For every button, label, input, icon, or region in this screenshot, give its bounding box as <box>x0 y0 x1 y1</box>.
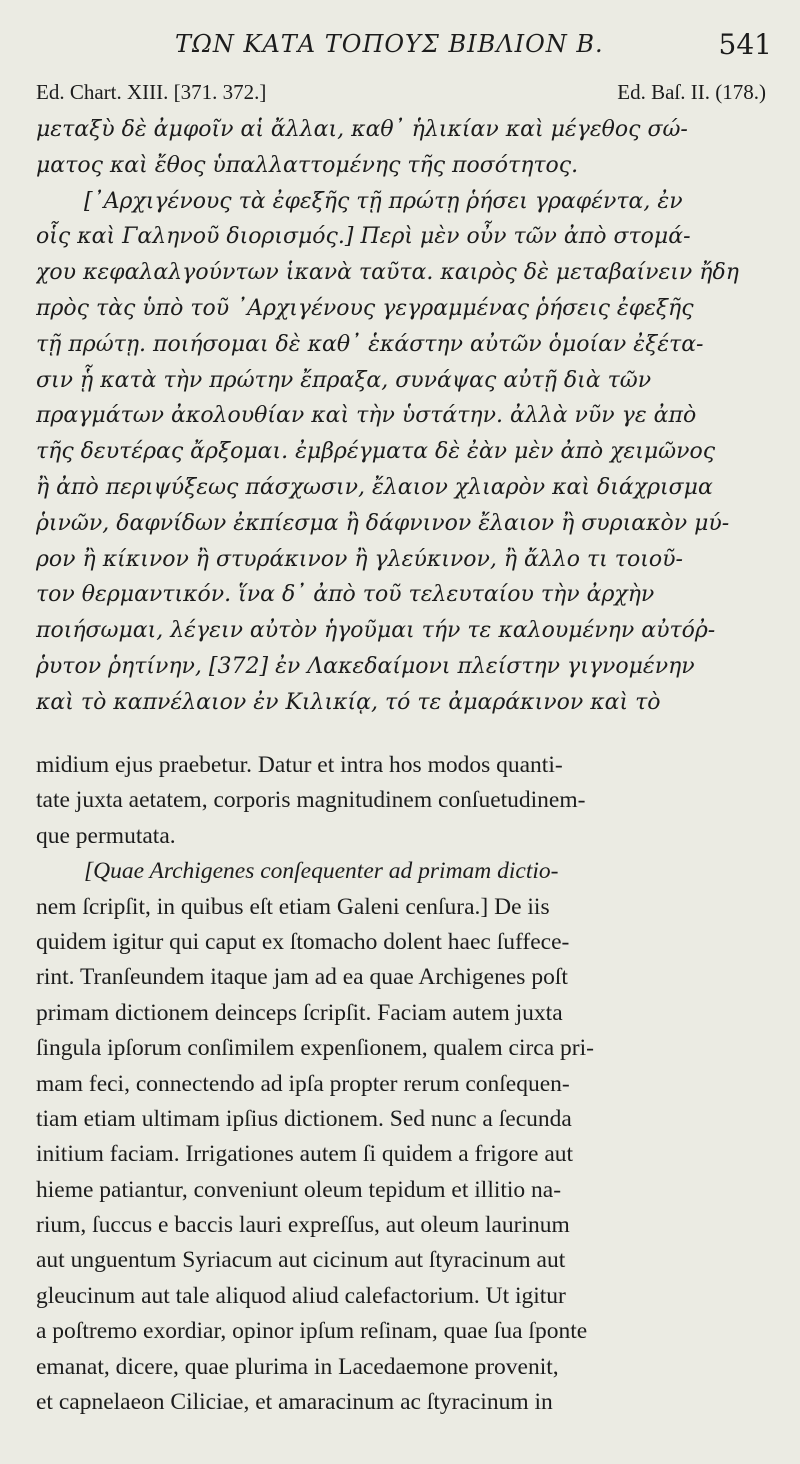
greek-line: τῆς δευτέρας ἄρξομαι. ἐμβρέγματα δὲ ἐὰν μὲν ἀπὸ χειμῶνος <box>36 439 716 465</box>
edition-chart-reference: Ed. Chart. XIII. [371. 372.] <box>36 80 267 104</box>
latin-line: et capnelaeon Ciliciae, et amaracinum ac ſtyracinum in <box>36 1389 553 1416</box>
greek-line: πρὸς τὰς ὑπὸ τοῦ ᾿Αρχιγένους γεγραμμένας ῥήσεις ἐφεξῆς <box>36 295 694 321</box>
greek-line: καὶ τὸ καπνέλαιον ἐν Κιλικίᾳ, τό τε ἀμαράκινον καὶ τὸ <box>36 689 661 715</box>
greek-line: ρον ἢ κίκινον ἢ στυράκινον ἢ γλεύκινον, ἢ ἄλλο τι τοιοῦ- <box>36 546 683 572</box>
latin-line: [Quae Archigenes conſequenter ad primam dictio- <box>84 858 559 885</box>
latin-text <box>36 748 766 1420</box>
latin-line: tate juxta aetatem, corporis magnitudinem conſuetudinem- <box>36 787 586 814</box>
greek-line: χου κεφαλαλγούντων ἱκανὰ ταῦτα. καιρὸς δὲ μεταβαίνειν ἤδη <box>36 260 739 286</box>
greek-line: τον θερμαντικόν. ἵνα δ᾽ ἀπὸ τοῦ τελευταίου τὴν ἀρχὴν <box>36 582 655 608</box>
latin-line: gleucinum aut tale aliquod aliud calefactorium. Ut igitur <box>36 1282 566 1309</box>
page-header <box>0 24 800 64</box>
latin-line: quidem igitur qui caput ex ſtomacho dolent haec ſuffece- <box>36 928 570 955</box>
latin-line: midium ejus praebetur. Datur et intra hos modos quanti- <box>36 752 563 778</box>
latin-line: primam dictionem deinceps ſcripſit. Faciam autem juxta <box>36 999 563 1026</box>
latin-line: tiam etiam ultimam ipſius dictionem. Sed nunc a ſecunda <box>36 1105 572 1132</box>
greek-line: [᾿Αρχιγένους τὰ ἐφεξῆς τῇ πρώτῃ ῥήσει γραφέντα, ἐν <box>84 188 683 214</box>
latin-line: initium faciam. Irrigationes autem ſi quidem a frigore aut <box>36 1141 574 1168</box>
greek-line: οἷς καὶ Γαληνοῦ διορισμός.] Περὶ μὲν οὖν τῶν ἀπὸ στομά- <box>36 224 691 250</box>
greek-line: ποιήσωμαι, λέγειν αὐτὸν ἡγοῦμαι τήν τε καλουμένην αὐτόῤ- <box>36 618 716 644</box>
greek-line: τῇ πρώτῃ. ποιήσομαι δὲ καθ᾽ ἑκάστην αὐτῶν ὁμοίαν ἐξέτα- <box>36 331 704 357</box>
latin-line: aut unguentum Syriacum aut cicinum aut ſtyracinum aut <box>36 1247 566 1274</box>
greek-line: μεταξὺ δὲ ἀμφοῖν αἱ ἄλλαι, καθ᾽ ἡλικίαν καὶ μέγεθος σώ- <box>36 117 688 142</box>
greek-line: σιν ᾗ κατὰ τὴν πρώτην ἔπραξα, συνάψας αὐτῇ διὰ τῶν <box>36 367 652 393</box>
page-number: 541 <box>718 28 772 61</box>
greek-line: ῥυτον ῥητίνην, [372] ἐν Λακεδαίμονι πλείστην γιγνομένην <box>36 653 695 679</box>
latin-line: ſingula ipſorum conſimilem expenſionem, qualem circa pri- <box>36 1035 594 1062</box>
greek-line: ματος καὶ ἔθος ὑπαλλαττομένης τῆς ποσότητος. <box>36 152 579 178</box>
greek-text <box>36 112 766 721</box>
latin-line: emanat, dicere, quae plurima in Lacedaemone provenit, <box>36 1353 559 1380</box>
edition-basel-reference: Ed. Baſ. II. (178.) <box>617 80 766 104</box>
latin-line: a poſtremo exordiar, opinor ipſum reſinam, quae ſua ſponte <box>36 1318 588 1345</box>
latin-line: hieme patiantur, conveniunt oleum tepidum et illitio na- <box>36 1176 562 1203</box>
edition-references <box>36 80 766 110</box>
latin-line: mam feci, connectendo ad ipſa propter rerum conſequen- <box>36 1070 570 1097</box>
latin-line: que permutata. <box>36 822 176 849</box>
latin-line: nem ſcripſit, in quibus eſt etiam Galeni cenſura.] De iis <box>36 893 550 920</box>
greek-line: πραγμάτων ἀκολουθίαν καὶ τὴν ὑστάτην. ἀλλὰ νῦν γε ἀπὸ <box>36 403 697 429</box>
latin-line: rint. Tranſeundem itaque jam ad ea quae Archigenes poſt <box>36 964 568 991</box>
greek-line: ῥινῶν, δαφνίδων ἐκπίεσμα ἢ δάφνινον ἔλαιον ἢ συριακὸν μύ- <box>36 510 730 536</box>
latin-line: rium, ſuccus e baccis lauri expreſſus, aut oleum laurinum <box>36 1212 570 1239</box>
greek-line: ἢ ἀπὸ περιψύξεως πάσχωσιν, ἔλαιον χλιαρὸν καὶ διάχρισμα <box>36 474 713 500</box>
running-title: ΤΩΝ ΚΑΤΑ ΤΟΠΟΥΣ ΒΙΒΛΙΟΝ Β. <box>175 30 604 58</box>
